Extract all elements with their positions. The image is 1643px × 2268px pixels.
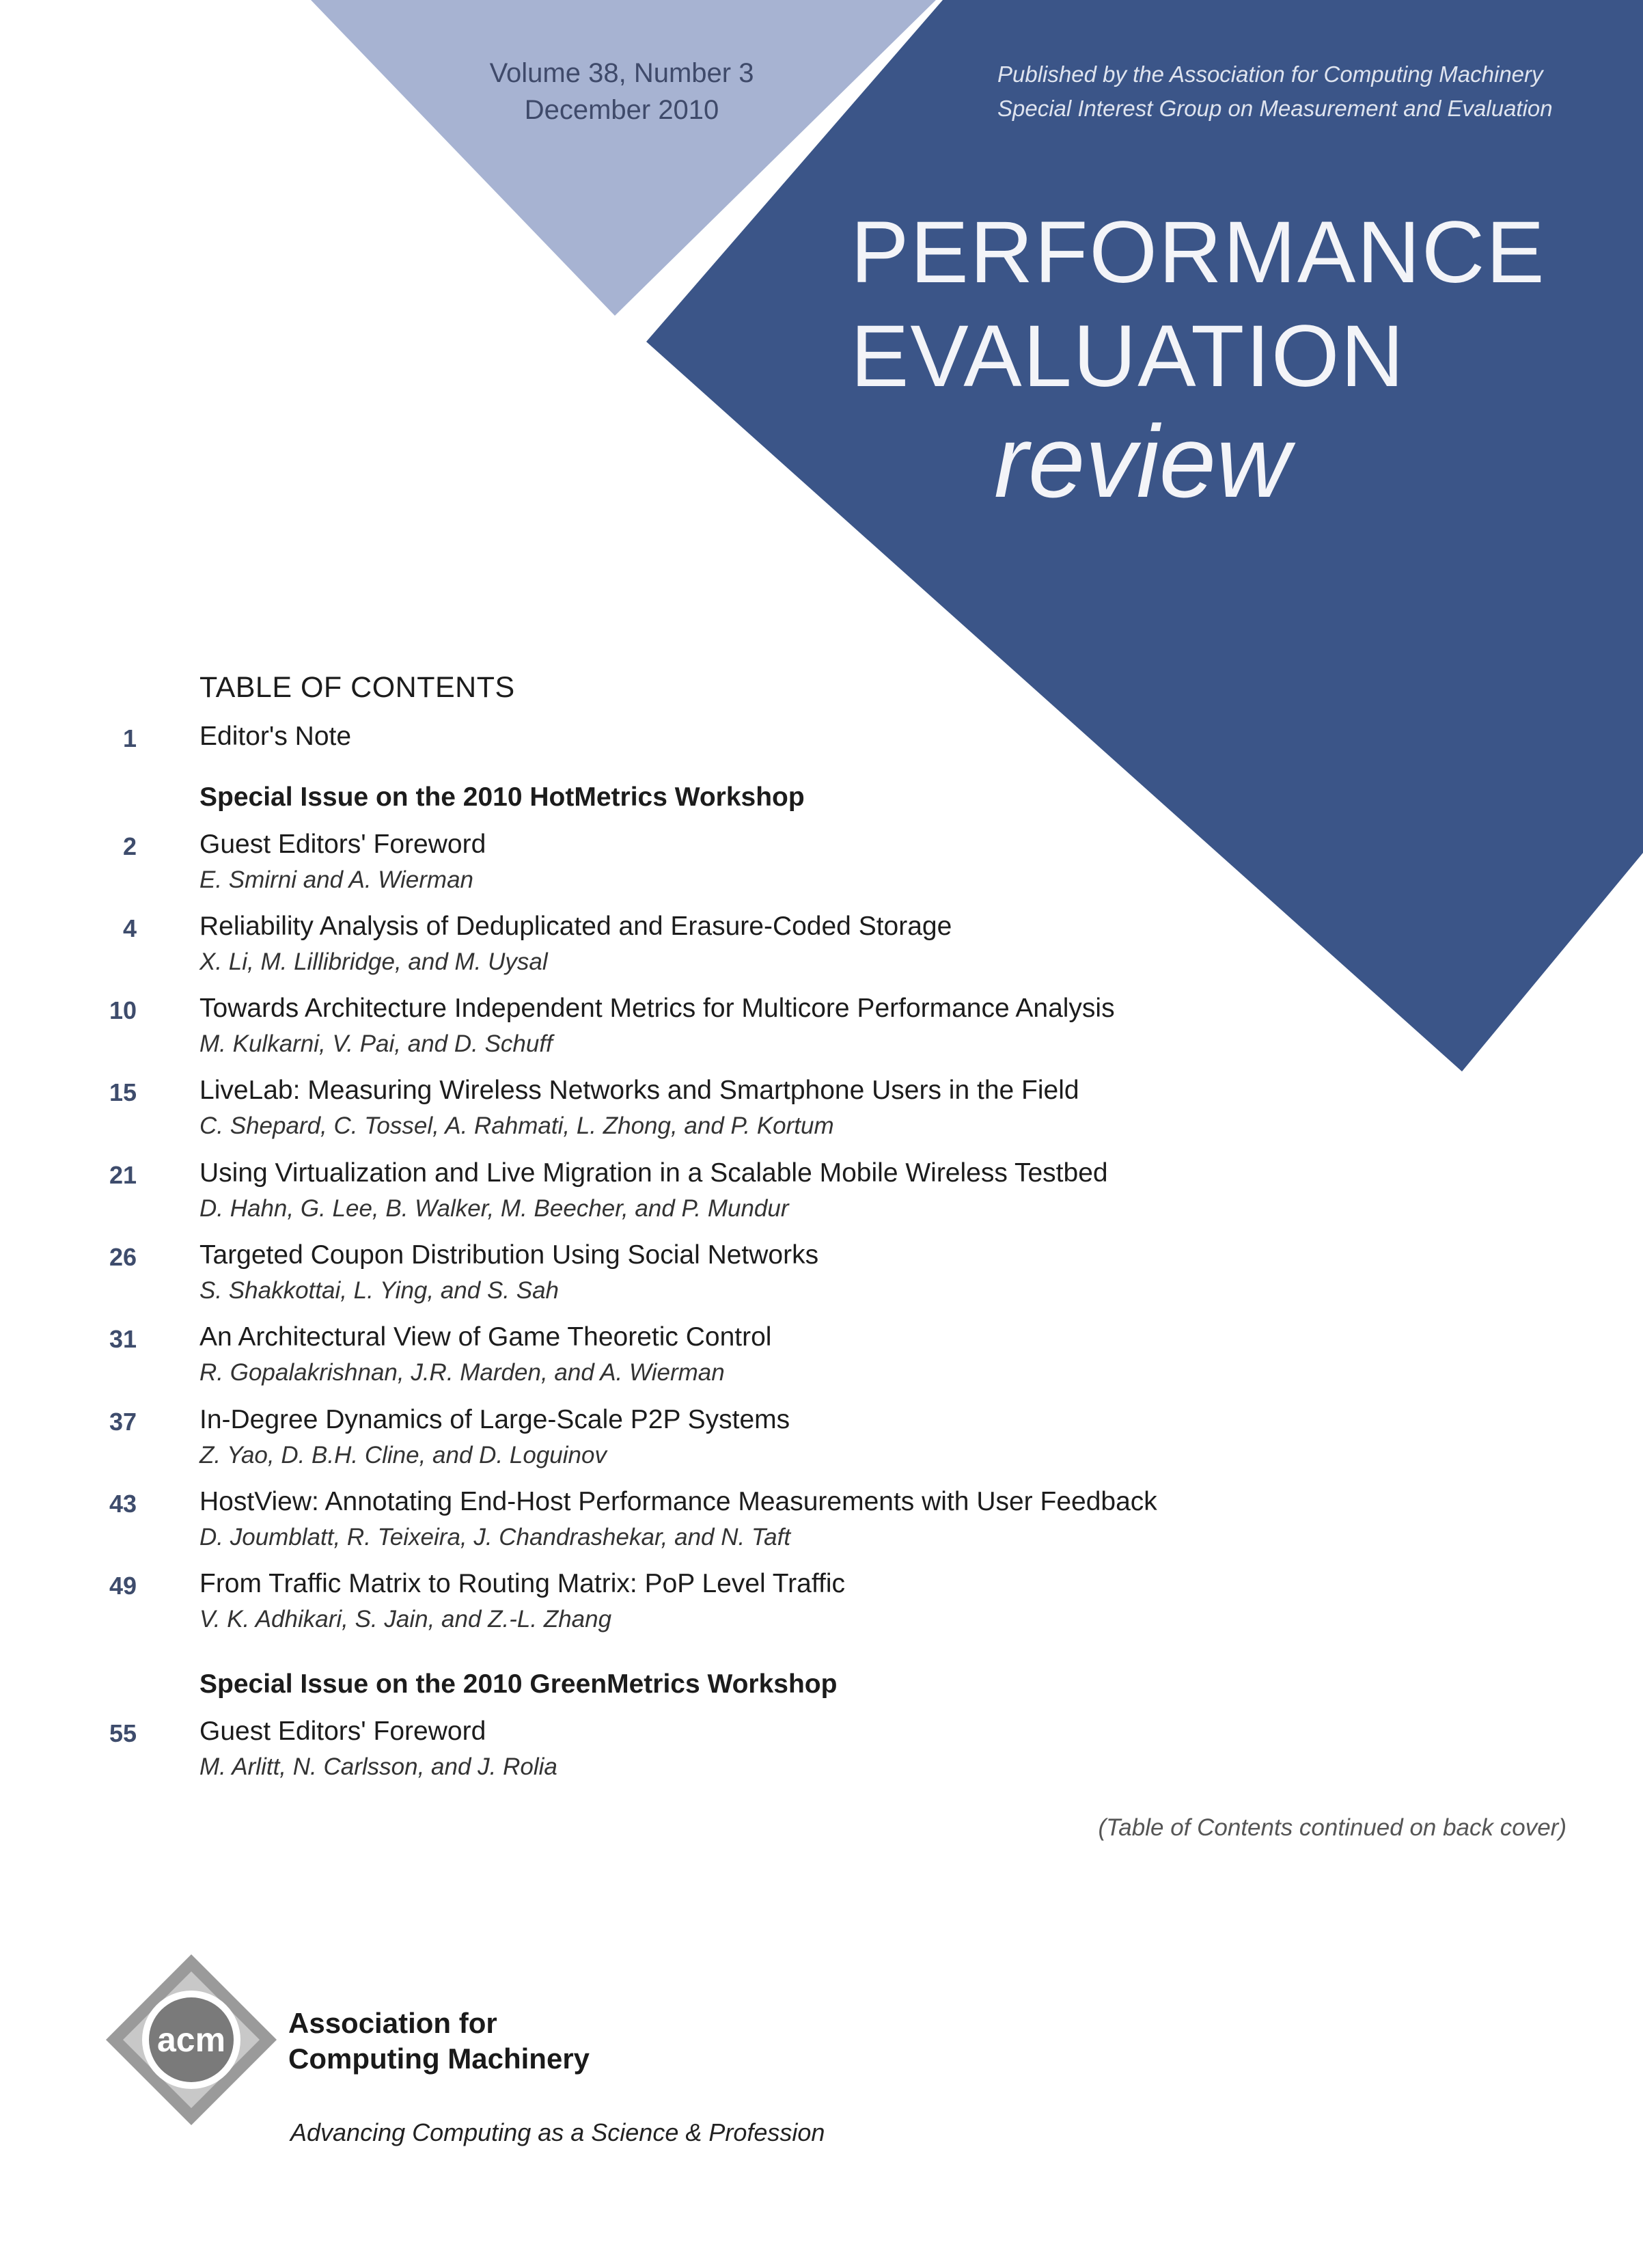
organization-tagline: Advancing Computing as a Science & Profession	[290, 2118, 825, 2146]
entry-title: HostView: Annotating End-Host Performance Measurements with User Feedback	[199, 1487, 1157, 1516]
acm-logo	[102, 1951, 280, 2129]
organization-name	[288, 2006, 590, 2077]
organization-name-line-2: Computing Machinery	[288, 2042, 590, 2075]
entry-title: Guest Editors' Foreword	[199, 1717, 486, 1746]
page-number: 2	[122, 832, 137, 860]
publisher-line-2: Special Interest Group on Measurement and Evaluation	[997, 96, 1553, 121]
page-number: 37	[109, 1408, 137, 1436]
entry-title: LiveLab: Measuring Wireless Networks and Smartphone Users in the Field	[199, 1076, 1079, 1105]
section-heading-hotmetrics: Special Issue on the 2010 HotMetrics Workshop	[199, 782, 805, 812]
entry-title: Editor's Note	[199, 722, 352, 751]
entry-title: Reliability Analysis of Deduplicated and Erasure-Coded Storage	[199, 912, 952, 941]
journal-title-performance: PERFORMANCE	[851, 204, 1546, 301]
entry-authors: X. Li, M. Lillibridge, and M. Uysal	[199, 948, 548, 975]
page-number: 21	[109, 1161, 137, 1189]
journal-title-review: review	[994, 404, 1290, 519]
volume-number: Volume 38, Number 3	[489, 58, 754, 88]
acm-logo-text: acm	[156, 2021, 226, 2059]
entry-authors: M. Arlitt, N. Carlsson, and J. Rolia	[199, 1753, 557, 1780]
entry-title: Targeted Coupon Distribution Using Social Networks	[199, 1240, 819, 1270]
entry-authors: R. Gopalakrishnan, J.R. Marden, and A. Wierman	[199, 1359, 725, 1386]
toc-heading: TABLE OF CONTENTS	[199, 671, 515, 704]
entry-authors: E. Smirni and A. Wierman	[199, 866, 474, 893]
journal-title-evaluation: EVALUATION	[851, 308, 1405, 405]
page-number: 4	[122, 914, 137, 942]
entry-authors: M. Kulkarni, V. Pai, and D. Schuff	[199, 1030, 553, 1057]
page-number: 15	[109, 1078, 137, 1106]
issue-date: December 2010	[524, 95, 719, 125]
entry-title: In-Degree Dynamics of Large-Scale P2P Systems	[199, 1405, 790, 1434]
entry-authors: Z. Yao, D. B.H. Cline, and D. Loguinov	[199, 1442, 607, 1468]
entry-authors: S. Shakkottai, L. Ying, and S. Sah	[199, 1277, 560, 1304]
page-number: 10	[109, 996, 137, 1024]
publisher-info	[997, 57, 1612, 126]
entry-authors: D. Joumblatt, R. Teixeira, J. Chandrashekar, and N. Taft	[199, 1524, 791, 1550]
page-number: 49	[109, 1572, 137, 1600]
publisher-line-1: Published by the Association for Computing Machinery	[997, 62, 1543, 87]
entry-title: From Traffic Matrix to Routing Matrix: PoP Level Traffic	[199, 1569, 845, 1598]
organization-name-line-1: Association for	[288, 2007, 497, 2039]
entry-authors: C. Shepard, C. Tossel, A. Rahmati, L. Zhong, and P. Kortum	[199, 1112, 834, 1139]
page-number: 31	[109, 1325, 137, 1353]
section-heading-greenmetrics: Special Issue on the 2010 GreenMetrics Workshop	[199, 1669, 838, 1699]
page-number: 1	[122, 724, 137, 752]
page-number: 26	[109, 1243, 137, 1271]
toc-continued-note: (Table of Contents continued on back cover)	[1098, 1814, 1566, 1841]
entry-title: Using Virtualization and Live Migration in a Scalable Mobile Wireless Testbed	[199, 1158, 1108, 1188]
entry-title: Towards Architecture Independent Metrics for Multicore Performance Analysis	[199, 994, 1115, 1023]
entry-title: Guest Editors' Foreword	[199, 830, 486, 859]
page-number: 43	[109, 1490, 137, 1518]
entry-title: An Architectural View of Game Theoretic Control	[199, 1322, 772, 1352]
entry-authors: D. Hahn, G. Lee, B. Walker, M. Beecher, and P. Mundur	[199, 1195, 789, 1222]
page-number: 55	[109, 1719, 137, 1747]
issue-info	[410, 55, 833, 128]
entry-authors: V. K. Adhikari, S. Jain, and Z.-L. Zhang	[199, 1606, 612, 1632]
